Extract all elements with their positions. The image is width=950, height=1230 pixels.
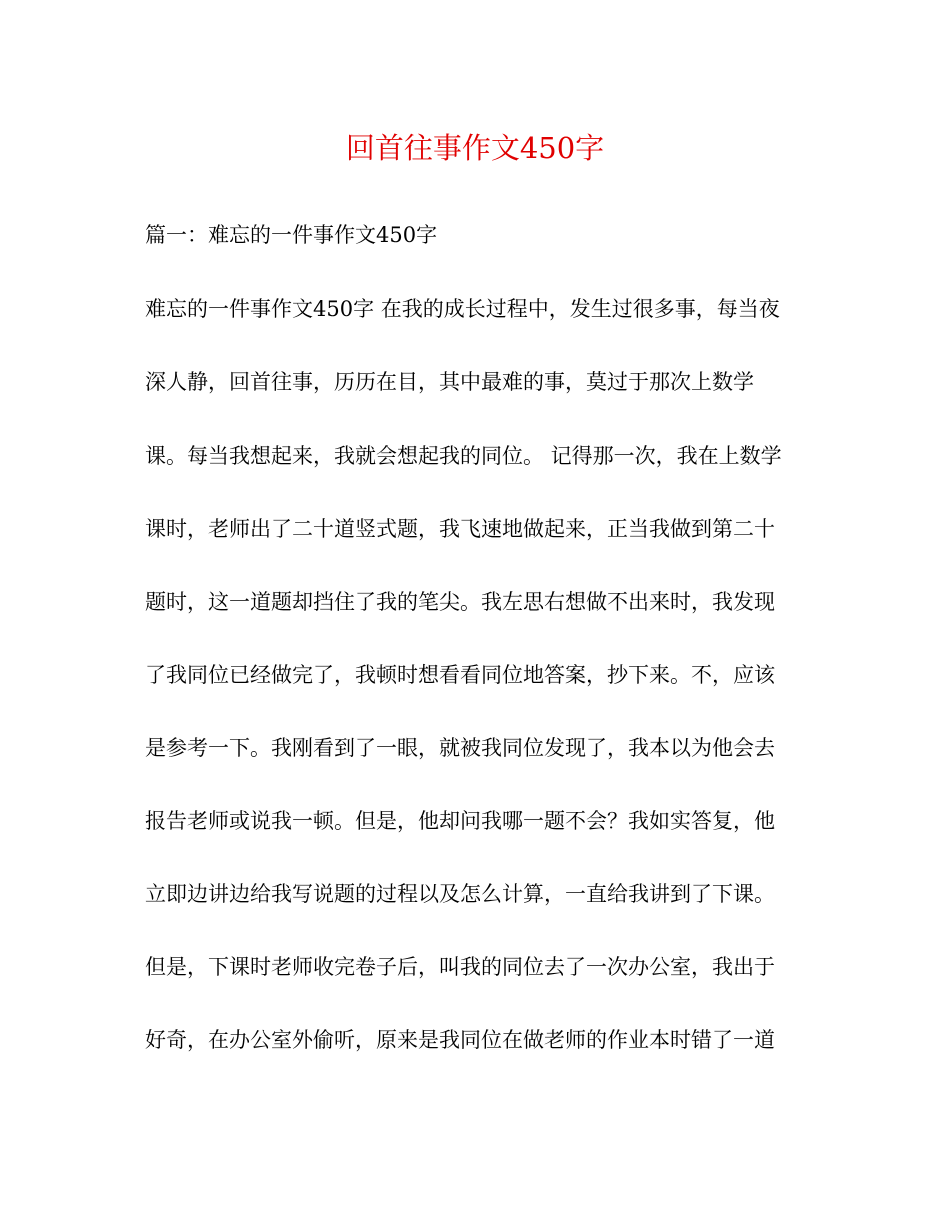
body-line-10: 但是，下课时老师收完卷子后，叫我的同位去了一次办公室，我出于	[145, 955, 775, 979]
body-line-5: 题时，这一道题却挡住了我的笔尖。我左思右想做不出来时，我发现	[145, 590, 775, 614]
body-line-1: 难忘的一件事作文450字 在我的成长过程中，发生过很多事，每当夜	[145, 297, 780, 321]
document-title: 回首往事作文450字	[345, 131, 605, 165]
body-line-7: 是参考一下。我刚看到了一眼，就被我同位发现了，我本以为他会去	[145, 736, 775, 760]
body-line-4: 课时，老师出了二十道竖式题，我飞速地做起来，正当我做到第二十	[145, 517, 775, 541]
body-line-8: 报告老师或说我一顿。但是，他却问我哪一题不会？我如实答复，他	[145, 809, 775, 833]
body-line-2: 深人静，回首往事，历历在目，其中最难的事，莫过于那次上数学	[145, 370, 754, 394]
body-line-9: 立即边讲边给我写说题的过程以及怎么计算，一直给我讲到了下课。	[145, 882, 775, 906]
body-line-11: 好奇，在办公室外偷听，原来是我同位在做老师的作业本时错了一道	[145, 1028, 775, 1052]
section-heading: 篇一：难忘的一件事作文450字	[145, 223, 438, 247]
body-line-6: 了我同位已经做完了，我顿时想看看同位地答案，抄下来。不，应该	[145, 663, 775, 687]
body-line-3: 课。每当我想起来，我就会想起我的同位。 记得那一次，我在上数学	[145, 444, 782, 468]
